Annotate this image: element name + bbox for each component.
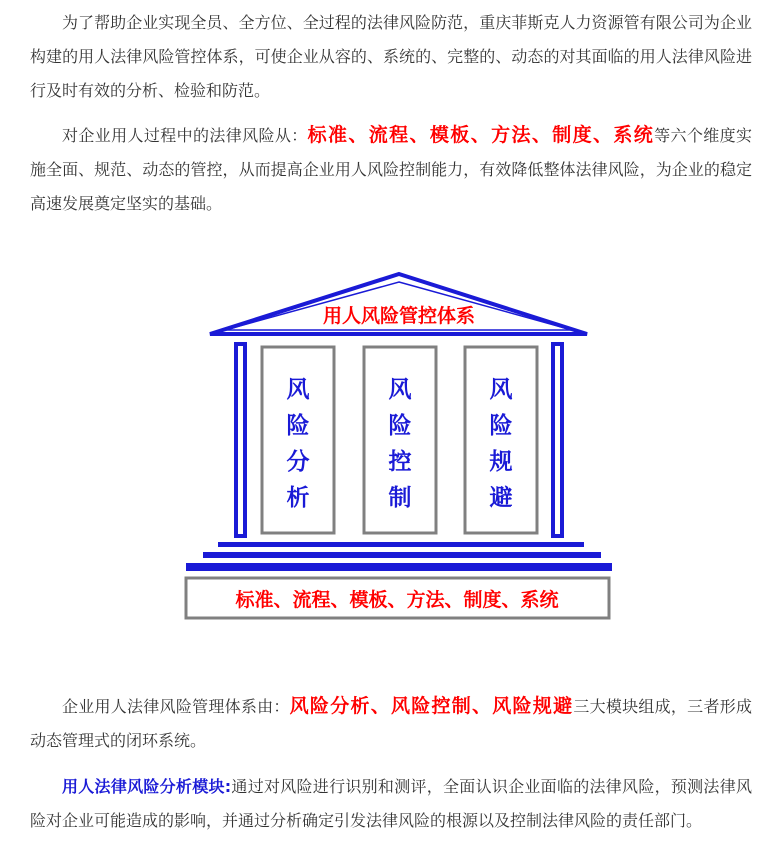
intro-p2-pre: 对企业用人过程中的法律风险从： [62, 126, 308, 145]
intro-p2-post: 等六个维度实施全面、规范、动态的管控，从而提高企业用人风险控制能力，有效降低整体法律风险，为企业的稳定高速发展奠定坚实的基础。 [30, 126, 752, 213]
step-top [218, 542, 584, 547]
roof-title: 用人风险管控体系 [322, 305, 476, 327]
pillar-1-char-1: 风 [286, 377, 310, 403]
pillar-2-char-1: 风 [388, 377, 412, 403]
foundation-label: 标准、流程、模板、方法、制度、系统 [235, 589, 559, 611]
intro-p1-text: 为了帮助企业实现全员、全方位、全过程的法律风险防范，重庆菲斯克人力资源管有限公司为企业构建的用人法律风险管控体系，可使企业从容的、系统的、完整的、动态的对其面临的用人法律风险进行及时有效的分析、检验和防范。 [30, 13, 752, 100]
pillar-3-char-1: 风 [489, 377, 513, 403]
pillar-2-char-3: 控 [388, 449, 412, 475]
pillar-2-char-4: 制 [388, 485, 412, 511]
analysis-module-heading: 用人法律风险分析模块: [62, 777, 232, 796]
analysis-module-text: 通过对风险进行识别和测评，全面认识企业面临的法律风险，预测法律风险对企业可能造成的影响，并通过分析确定引发法律风险的根源以及控制法律风险的责任部门。 [30, 777, 752, 830]
pillar-1-char-3: 分 [286, 449, 310, 475]
modules-post: 三大模块组成，三者形成动态管理式的闭环系统。 [30, 697, 752, 750]
pillar-3-char-3: 规 [489, 449, 513, 475]
modules-highlight: 风险分析、风险控制、风险规避 [289, 695, 574, 717]
right-side-column [553, 344, 562, 536]
pillar-2-char-2: 险 [388, 413, 412, 439]
modules-pre: 企业用人法律风险管理体系由： [62, 697, 290, 716]
step-bottom [186, 563, 612, 571]
step-middle [203, 552, 601, 558]
dimensions-highlight: 标准、流程、模板、方法、制度、系统 [307, 124, 655, 146]
pillar-1-char-2: 险 [286, 413, 310, 439]
pillar-3-char-2: 险 [489, 413, 513, 439]
pillar-3-char-4: 避 [489, 485, 513, 511]
modules-paragraph [30, 689, 752, 758]
analysis-module-paragraph [30, 770, 752, 838]
pillar-1-char-4: 析 [286, 485, 310, 511]
left-side-column [236, 344, 245, 536]
